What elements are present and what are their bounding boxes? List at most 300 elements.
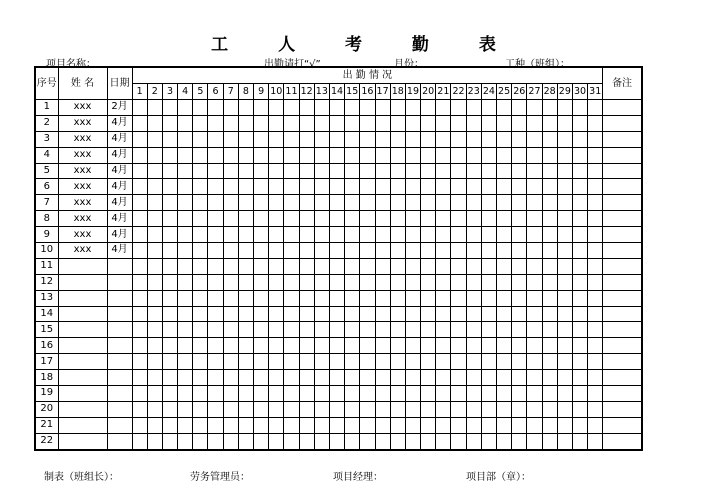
- attendance-cell[interactable]: [405, 386, 420, 402]
- attendance-cell[interactable]: [147, 417, 162, 433]
- attendance-cell[interactable]: [542, 211, 557, 227]
- attendance-cell[interactable]: [497, 227, 512, 243]
- attendance-cell[interactable]: [360, 195, 375, 211]
- attendance-cell[interactable]: [451, 100, 466, 116]
- attendance-cell[interactable]: [314, 227, 329, 243]
- attendance-cell[interactable]: [512, 370, 527, 386]
- attendance-cell[interactable]: [572, 354, 587, 370]
- attendance-cell[interactable]: [345, 386, 360, 402]
- attendance-cell[interactable]: [466, 322, 481, 338]
- attendance-cell[interactable]: [269, 258, 284, 274]
- attendance-cell[interactable]: [254, 306, 269, 322]
- attendance-cell[interactable]: [299, 147, 314, 163]
- attendance-cell[interactable]: [345, 338, 360, 354]
- attendance-cell[interactable]: [421, 163, 436, 179]
- attendance-cell[interactable]: [254, 115, 269, 131]
- attendance-cell[interactable]: [421, 290, 436, 306]
- attendance-cell[interactable]: [299, 115, 314, 131]
- attendance-cell[interactable]: [588, 100, 603, 116]
- attendance-cell[interactable]: [193, 370, 208, 386]
- attendance-cell[interactable]: [497, 211, 512, 227]
- attendance-cell[interactable]: [299, 195, 314, 211]
- attendance-cell[interactable]: [512, 433, 527, 449]
- attendance-cell[interactable]: [238, 370, 253, 386]
- attendance-cell[interactable]: [269, 100, 284, 116]
- attendance-cell[interactable]: [375, 417, 390, 433]
- attendance-cell[interactable]: [527, 163, 542, 179]
- attendance-cell[interactable]: [542, 433, 557, 449]
- attendance-cell[interactable]: [299, 131, 314, 147]
- attendance-cell[interactable]: [481, 322, 496, 338]
- attendance-cell[interactable]: [314, 386, 329, 402]
- attendance-cell[interactable]: [375, 100, 390, 116]
- attendance-cell[interactable]: [162, 306, 177, 322]
- remark-cell[interactable]: [603, 290, 642, 306]
- attendance-cell[interactable]: [254, 147, 269, 163]
- attendance-cell[interactable]: [223, 195, 238, 211]
- attendance-cell[interactable]: [238, 195, 253, 211]
- attendance-cell[interactable]: [238, 211, 253, 227]
- attendance-cell[interactable]: [542, 195, 557, 211]
- attendance-cell[interactable]: [345, 115, 360, 131]
- attendance-cell[interactable]: [238, 386, 253, 402]
- attendance-cell[interactable]: [162, 227, 177, 243]
- attendance-cell[interactable]: [451, 131, 466, 147]
- attendance-cell[interactable]: [436, 195, 451, 211]
- attendance-cell[interactable]: [360, 401, 375, 417]
- attendance-cell[interactable]: [542, 147, 557, 163]
- attendance-cell[interactable]: [329, 274, 344, 290]
- attendance-cell[interactable]: [238, 401, 253, 417]
- attendance-cell[interactable]: [436, 100, 451, 116]
- attendance-cell[interactable]: [269, 243, 284, 259]
- attendance-cell[interactable]: [208, 338, 223, 354]
- attendance-cell[interactable]: [178, 211, 193, 227]
- attendance-cell[interactable]: [481, 163, 496, 179]
- attendance-cell[interactable]: [360, 433, 375, 449]
- attendance-cell[interactable]: [390, 131, 405, 147]
- attendance-cell[interactable]: [345, 433, 360, 449]
- attendance-cell[interactable]: [360, 386, 375, 402]
- attendance-cell[interactable]: [147, 386, 162, 402]
- attendance-cell[interactable]: [542, 179, 557, 195]
- attendance-cell[interactable]: [390, 243, 405, 259]
- attendance-cell[interactable]: [345, 195, 360, 211]
- attendance-cell[interactable]: [421, 211, 436, 227]
- remark-cell[interactable]: [603, 115, 642, 131]
- attendance-cell[interactable]: [147, 163, 162, 179]
- attendance-cell[interactable]: [527, 131, 542, 147]
- attendance-cell[interactable]: [299, 100, 314, 116]
- attendance-cell[interactable]: [329, 290, 344, 306]
- attendance-cell[interactable]: [329, 338, 344, 354]
- attendance-cell[interactable]: [512, 417, 527, 433]
- attendance-cell[interactable]: [497, 433, 512, 449]
- attendance-cell[interactable]: [512, 243, 527, 259]
- attendance-cell[interactable]: [405, 274, 420, 290]
- remark-cell[interactable]: [603, 386, 642, 402]
- attendance-cell[interactable]: [421, 258, 436, 274]
- attendance-cell[interactable]: [284, 115, 299, 131]
- attendance-cell[interactable]: [178, 163, 193, 179]
- attendance-cell[interactable]: [542, 131, 557, 147]
- attendance-cell[interactable]: [254, 274, 269, 290]
- attendance-cell[interactable]: [223, 290, 238, 306]
- attendance-cell[interactable]: [360, 306, 375, 322]
- attendance-cell[interactable]: [208, 433, 223, 449]
- attendance-cell[interactable]: [223, 322, 238, 338]
- attendance-cell[interactable]: [132, 258, 147, 274]
- attendance-cell[interactable]: [588, 274, 603, 290]
- attendance-cell[interactable]: [269, 211, 284, 227]
- attendance-cell[interactable]: [466, 163, 481, 179]
- attendance-cell[interactable]: [193, 179, 208, 195]
- attendance-cell[interactable]: [284, 179, 299, 195]
- attendance-cell[interactable]: [572, 147, 587, 163]
- attendance-cell[interactable]: [375, 401, 390, 417]
- attendance-cell[interactable]: [421, 100, 436, 116]
- attendance-cell[interactable]: [208, 243, 223, 259]
- attendance-cell[interactable]: [178, 179, 193, 195]
- attendance-cell[interactable]: [299, 354, 314, 370]
- attendance-cell[interactable]: [390, 115, 405, 131]
- attendance-cell[interactable]: [497, 100, 512, 116]
- attendance-cell[interactable]: [193, 258, 208, 274]
- attendance-cell[interactable]: [466, 370, 481, 386]
- attendance-cell[interactable]: [481, 290, 496, 306]
- attendance-cell[interactable]: [557, 195, 572, 211]
- attendance-cell[interactable]: [466, 258, 481, 274]
- attendance-cell[interactable]: [314, 131, 329, 147]
- attendance-cell[interactable]: [572, 401, 587, 417]
- attendance-cell[interactable]: [436, 370, 451, 386]
- attendance-cell[interactable]: [329, 258, 344, 274]
- attendance-cell[interactable]: [269, 401, 284, 417]
- attendance-cell[interactable]: [405, 306, 420, 322]
- attendance-cell[interactable]: [481, 433, 496, 449]
- attendance-cell[interactable]: [451, 163, 466, 179]
- attendance-cell[interactable]: [527, 147, 542, 163]
- attendance-cell[interactable]: [405, 243, 420, 259]
- attendance-cell[interactable]: [269, 274, 284, 290]
- attendance-cell[interactable]: [390, 433, 405, 449]
- attendance-cell[interactable]: [390, 147, 405, 163]
- attendance-cell[interactable]: [588, 195, 603, 211]
- attendance-cell[interactable]: [193, 147, 208, 163]
- attendance-cell[interactable]: [588, 401, 603, 417]
- attendance-cell[interactable]: [299, 258, 314, 274]
- attendance-cell[interactable]: [314, 211, 329, 227]
- attendance-cell[interactable]: [542, 115, 557, 131]
- attendance-cell[interactable]: [314, 322, 329, 338]
- attendance-cell[interactable]: [497, 417, 512, 433]
- attendance-cell[interactable]: [436, 131, 451, 147]
- attendance-cell[interactable]: [162, 274, 177, 290]
- attendance-cell[interactable]: [451, 274, 466, 290]
- attendance-cell[interactable]: [527, 433, 542, 449]
- attendance-cell[interactable]: [360, 290, 375, 306]
- attendance-cell[interactable]: [238, 131, 253, 147]
- attendance-cell[interactable]: [588, 338, 603, 354]
- attendance-cell[interactable]: [284, 131, 299, 147]
- attendance-cell[interactable]: [132, 401, 147, 417]
- attendance-cell[interactable]: [269, 115, 284, 131]
- attendance-cell[interactable]: [132, 131, 147, 147]
- attendance-cell[interactable]: [360, 338, 375, 354]
- attendance-cell[interactable]: [329, 227, 344, 243]
- attendance-cell[interactable]: [208, 386, 223, 402]
- attendance-cell[interactable]: [557, 401, 572, 417]
- attendance-cell[interactable]: [147, 322, 162, 338]
- attendance-cell[interactable]: [497, 386, 512, 402]
- attendance-cell[interactable]: [223, 227, 238, 243]
- attendance-cell[interactable]: [572, 386, 587, 402]
- attendance-cell[interactable]: [147, 258, 162, 274]
- attendance-cell[interactable]: [178, 258, 193, 274]
- attendance-cell[interactable]: [527, 227, 542, 243]
- attendance-cell[interactable]: [208, 290, 223, 306]
- remark-cell[interactable]: [603, 258, 642, 274]
- attendance-cell[interactable]: [132, 100, 147, 116]
- attendance-cell[interactable]: [557, 370, 572, 386]
- attendance-cell[interactable]: [375, 195, 390, 211]
- attendance-cell[interactable]: [238, 433, 253, 449]
- attendance-cell[interactable]: [254, 401, 269, 417]
- attendance-cell[interactable]: [132, 290, 147, 306]
- attendance-cell[interactable]: [345, 179, 360, 195]
- attendance-cell[interactable]: [512, 131, 527, 147]
- attendance-cell[interactable]: [208, 354, 223, 370]
- attendance-cell[interactable]: [421, 179, 436, 195]
- attendance-cell[interactable]: [360, 322, 375, 338]
- attendance-cell[interactable]: [193, 115, 208, 131]
- attendance-cell[interactable]: [466, 195, 481, 211]
- attendance-cell[interactable]: [405, 401, 420, 417]
- attendance-cell[interactable]: [193, 227, 208, 243]
- attendance-cell[interactable]: [512, 147, 527, 163]
- attendance-cell[interactable]: [588, 163, 603, 179]
- attendance-cell[interactable]: [147, 179, 162, 195]
- attendance-cell[interactable]: [162, 163, 177, 179]
- attendance-cell[interactable]: [466, 227, 481, 243]
- remark-cell[interactable]: [603, 370, 642, 386]
- attendance-cell[interactable]: [147, 227, 162, 243]
- attendance-cell[interactable]: [375, 258, 390, 274]
- attendance-cell[interactable]: [466, 354, 481, 370]
- remark-cell[interactable]: [603, 354, 642, 370]
- attendance-cell[interactable]: [542, 322, 557, 338]
- attendance-cell[interactable]: [223, 131, 238, 147]
- attendance-cell[interactable]: [147, 401, 162, 417]
- attendance-cell[interactable]: [481, 370, 496, 386]
- attendance-cell[interactable]: [512, 338, 527, 354]
- attendance-cell[interactable]: [132, 274, 147, 290]
- attendance-cell[interactable]: [162, 243, 177, 259]
- attendance-cell[interactable]: [512, 290, 527, 306]
- attendance-cell[interactable]: [588, 386, 603, 402]
- attendance-cell[interactable]: [527, 354, 542, 370]
- attendance-cell[interactable]: [542, 258, 557, 274]
- attendance-cell[interactable]: [162, 147, 177, 163]
- attendance-cell[interactable]: [193, 290, 208, 306]
- attendance-cell[interactable]: [481, 354, 496, 370]
- attendance-cell[interactable]: [314, 290, 329, 306]
- attendance-cell[interactable]: [451, 147, 466, 163]
- attendance-cell[interactable]: [178, 433, 193, 449]
- attendance-cell[interactable]: [421, 338, 436, 354]
- attendance-cell[interactable]: [512, 401, 527, 417]
- attendance-cell[interactable]: [223, 386, 238, 402]
- attendance-cell[interactable]: [299, 370, 314, 386]
- attendance-cell[interactable]: [314, 115, 329, 131]
- attendance-cell[interactable]: [254, 131, 269, 147]
- attendance-cell[interactable]: [405, 338, 420, 354]
- attendance-cell[interactable]: [497, 401, 512, 417]
- attendance-cell[interactable]: [405, 115, 420, 131]
- attendance-cell[interactable]: [436, 401, 451, 417]
- attendance-cell[interactable]: [436, 417, 451, 433]
- attendance-cell[interactable]: [436, 290, 451, 306]
- attendance-cell[interactable]: [314, 179, 329, 195]
- attendance-cell[interactable]: [162, 211, 177, 227]
- attendance-cell[interactable]: [405, 417, 420, 433]
- attendance-cell[interactable]: [178, 274, 193, 290]
- attendance-cell[interactable]: [527, 401, 542, 417]
- attendance-cell[interactable]: [572, 417, 587, 433]
- attendance-cell[interactable]: [481, 147, 496, 163]
- attendance-cell[interactable]: [375, 338, 390, 354]
- attendance-cell[interactable]: [345, 100, 360, 116]
- attendance-cell[interactable]: [223, 306, 238, 322]
- attendance-cell[interactable]: [223, 433, 238, 449]
- attendance-cell[interactable]: [405, 100, 420, 116]
- attendance-cell[interactable]: [132, 147, 147, 163]
- attendance-cell[interactable]: [497, 354, 512, 370]
- attendance-cell[interactable]: [451, 258, 466, 274]
- attendance-cell[interactable]: [162, 179, 177, 195]
- attendance-cell[interactable]: [405, 195, 420, 211]
- attendance-cell[interactable]: [254, 322, 269, 338]
- attendance-cell[interactable]: [269, 195, 284, 211]
- attendance-cell[interactable]: [193, 163, 208, 179]
- attendance-cell[interactable]: [193, 433, 208, 449]
- attendance-cell[interactable]: [512, 179, 527, 195]
- attendance-cell[interactable]: [162, 386, 177, 402]
- attendance-cell[interactable]: [132, 433, 147, 449]
- attendance-cell[interactable]: [178, 338, 193, 354]
- attendance-cell[interactable]: [254, 227, 269, 243]
- attendance-cell[interactable]: [405, 433, 420, 449]
- attendance-cell[interactable]: [147, 243, 162, 259]
- attendance-cell[interactable]: [314, 163, 329, 179]
- attendance-cell[interactable]: [375, 179, 390, 195]
- attendance-cell[interactable]: [527, 211, 542, 227]
- attendance-cell[interactable]: [193, 243, 208, 259]
- attendance-cell[interactable]: [208, 163, 223, 179]
- attendance-cell[interactable]: [193, 195, 208, 211]
- attendance-cell[interactable]: [466, 274, 481, 290]
- attendance-cell[interactable]: [421, 227, 436, 243]
- attendance-cell[interactable]: [466, 290, 481, 306]
- attendance-cell[interactable]: [557, 322, 572, 338]
- attendance-cell[interactable]: [375, 131, 390, 147]
- attendance-cell[interactable]: [542, 386, 557, 402]
- attendance-cell[interactable]: [421, 274, 436, 290]
- attendance-cell[interactable]: [269, 417, 284, 433]
- attendance-cell[interactable]: [162, 433, 177, 449]
- attendance-cell[interactable]: [329, 147, 344, 163]
- attendance-cell[interactable]: [527, 370, 542, 386]
- attendance-cell[interactable]: [345, 163, 360, 179]
- attendance-cell[interactable]: [223, 338, 238, 354]
- attendance-cell[interactable]: [527, 274, 542, 290]
- attendance-cell[interactable]: [375, 370, 390, 386]
- attendance-cell[interactable]: [512, 258, 527, 274]
- attendance-cell[interactable]: [314, 354, 329, 370]
- attendance-cell[interactable]: [572, 243, 587, 259]
- attendance-cell[interactable]: [299, 338, 314, 354]
- attendance-cell[interactable]: [588, 370, 603, 386]
- attendance-cell[interactable]: [557, 163, 572, 179]
- attendance-cell[interactable]: [360, 131, 375, 147]
- attendance-cell[interactable]: [557, 179, 572, 195]
- attendance-cell[interactable]: [557, 386, 572, 402]
- attendance-cell[interactable]: [497, 163, 512, 179]
- attendance-cell[interactable]: [238, 147, 253, 163]
- attendance-cell[interactable]: [223, 370, 238, 386]
- attendance-cell[interactable]: [390, 290, 405, 306]
- attendance-cell[interactable]: [132, 370, 147, 386]
- attendance-cell[interactable]: [557, 290, 572, 306]
- attendance-cell[interactable]: [451, 354, 466, 370]
- attendance-cell[interactable]: [178, 147, 193, 163]
- attendance-cell[interactable]: [162, 370, 177, 386]
- attendance-cell[interactable]: [466, 131, 481, 147]
- attendance-cell[interactable]: [375, 322, 390, 338]
- attendance-cell[interactable]: [223, 147, 238, 163]
- attendance-cell[interactable]: [572, 433, 587, 449]
- attendance-cell[interactable]: [360, 417, 375, 433]
- attendance-cell[interactable]: [284, 322, 299, 338]
- attendance-cell[interactable]: [512, 163, 527, 179]
- attendance-cell[interactable]: [512, 195, 527, 211]
- attendance-cell[interactable]: [254, 354, 269, 370]
- attendance-cell[interactable]: [284, 354, 299, 370]
- attendance-cell[interactable]: [421, 354, 436, 370]
- attendance-cell[interactable]: [390, 417, 405, 433]
- attendance-cell[interactable]: [436, 147, 451, 163]
- remark-cell[interactable]: [603, 195, 642, 211]
- attendance-cell[interactable]: [542, 370, 557, 386]
- attendance-cell[interactable]: [390, 258, 405, 274]
- attendance-cell[interactable]: [254, 386, 269, 402]
- attendance-cell[interactable]: [557, 338, 572, 354]
- attendance-cell[interactable]: [542, 417, 557, 433]
- attendance-cell[interactable]: [588, 290, 603, 306]
- attendance-cell[interactable]: [223, 354, 238, 370]
- attendance-cell[interactable]: [178, 195, 193, 211]
- attendance-cell[interactable]: [542, 243, 557, 259]
- attendance-cell[interactable]: [345, 211, 360, 227]
- attendance-cell[interactable]: [162, 354, 177, 370]
- attendance-cell[interactable]: [238, 227, 253, 243]
- attendance-cell[interactable]: [223, 211, 238, 227]
- attendance-cell[interactable]: [238, 115, 253, 131]
- attendance-cell[interactable]: [421, 115, 436, 131]
- attendance-cell[interactable]: [436, 386, 451, 402]
- attendance-cell[interactable]: [147, 290, 162, 306]
- attendance-cell[interactable]: [299, 417, 314, 433]
